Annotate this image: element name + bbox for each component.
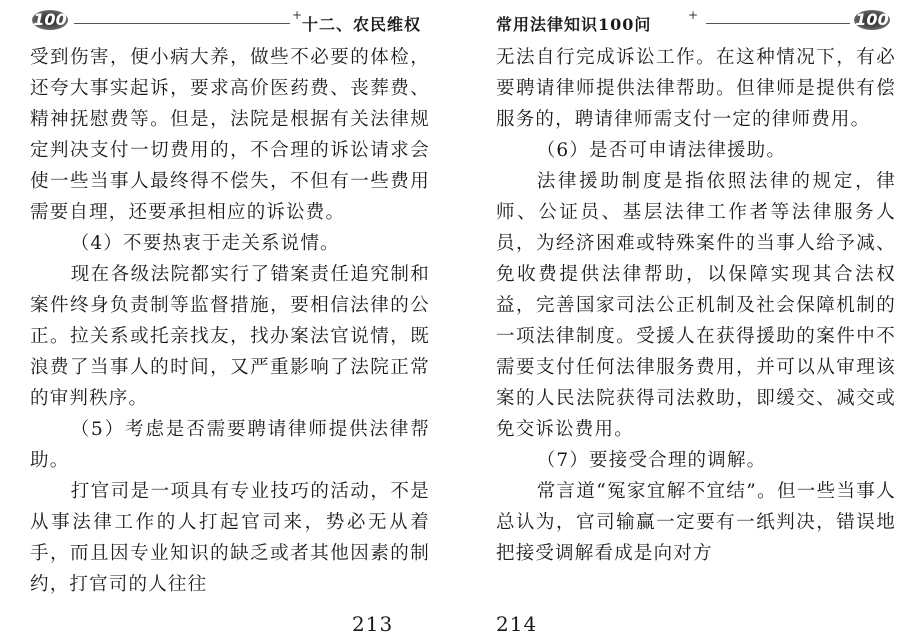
page-body: [496, 42, 896, 569]
right-page: [496, 0, 896, 640]
book-title: 常用法律知识100问: [496, 15, 652, 34]
running-header: [30, 8, 430, 32]
page-body: [30, 42, 430, 600]
header-badge: 100: [33, 10, 67, 29]
paragraph: 常言道“冤家宜解不宜结”。但一些当事人总认为，官司输赢一定要有一纸判决，错误地把接受调解看成是向对方: [496, 481, 896, 564]
paragraph: 法律援助制度是指依照法律的规定，律师、公证员、基层法律工作者等法律服务人员，为经济困难或特殊案件的当事人给予减、免收费提供法律帮助，以保障实现其合法权益，完善国家司法公正机制及社会保障机制的一项法律制度。受援人在获得援助的案件中不需要支付任何法律服务费用，并可以从审理该案的人民法院获得司法救助，即缓交、减交或免交诉讼费用。: [496, 171, 896, 440]
header-rule: [706, 23, 850, 24]
paragraph: 无法自行完成诉讼工作。在这种情况下，有必要聘请律师提供法律帮助。但律师是提供有偿服务的，聘请律师需支付一定的律师费用。: [496, 47, 896, 130]
header-plus-mark: +: [292, 8, 303, 22]
header-rule: [74, 23, 290, 24]
page-number: 213: [352, 612, 394, 636]
running-header: [496, 8, 896, 32]
header-plus-mark: +: [688, 8, 699, 22]
paragraph: 受到伤害，便小病大养，做些不必要的体检，还夸大事实起诉，要求高价医药费、丧葬费、精神抚慰费等。但是，法院是根据有关法律规定判决支付一切费用的，不合理的诉讼请求会使一些当事人最终得不偿失，不但有一些费用需要自理，还要承担相应的诉讼费。: [30, 47, 430, 223]
paragraph: 现在各级法院都实行了错案责任追究制和案件终身负责制等监督措施，要相信法律的公正。拉关系或托亲找友，找办案法官说情，既浪费了当事人的时间，又严重影响了法院正常的审判秩序。: [30, 264, 430, 409]
page-number: 214: [496, 612, 538, 636]
section-heading: （5）考虑是否需要聘请律师提供法律帮助。: [30, 419, 430, 471]
left-page: [30, 0, 430, 640]
section-heading: （6）是否可申请法律援助。: [536, 140, 787, 161]
chapter-title: 十二、农民维权: [302, 15, 422, 34]
paragraph: 打官司是一项具有专业技巧的活动，不是从事法律工作的人打起官司来，势必无从着手，而且因专业知识的缺乏或者其他因素的制约，打官司的人往往: [30, 481, 430, 595]
header-badge: 100: [855, 10, 889, 29]
section-heading: （7）要接受合理的调解。: [536, 450, 767, 471]
section-heading: （4）不要热衷于走关系说情。: [70, 233, 340, 254]
